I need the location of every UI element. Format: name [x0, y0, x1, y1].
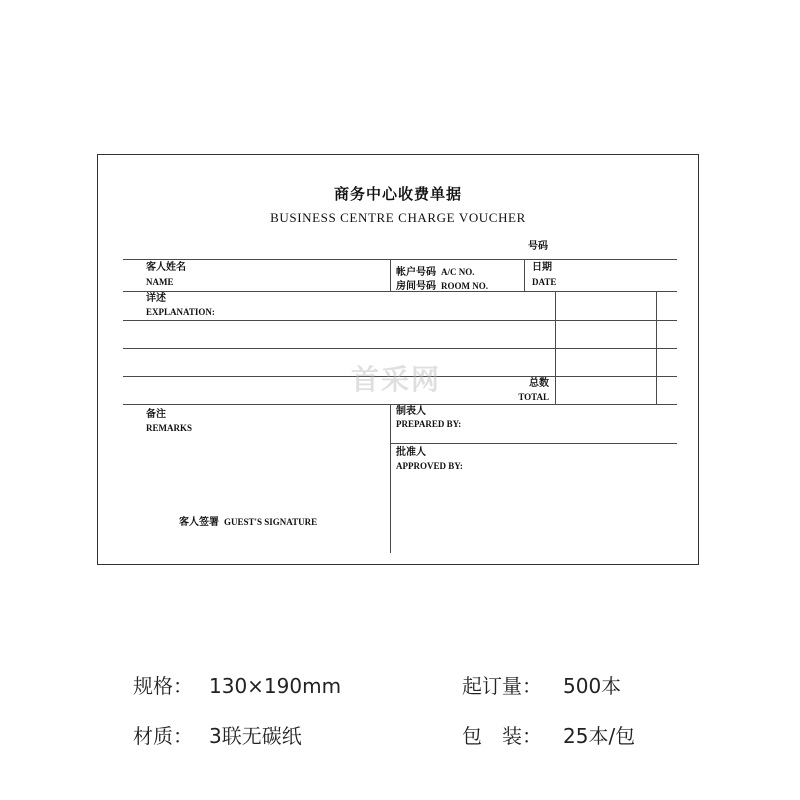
- approved-by-label-en: APPROVED BY:: [396, 461, 463, 471]
- explanation-label-cn: 详述: [146, 293, 166, 304]
- form-divider-amount-left: [555, 291, 556, 404]
- room-number-label: [396, 277, 488, 293]
- spec-size-label: 规格：: [133, 674, 193, 698]
- account-number-label-cn: 帐户号码: [396, 267, 436, 278]
- voucher-title-en: BUSINESS CENTRE CHARGE VOUCHER: [270, 210, 526, 225]
- guest-name-label-en: NAME: [146, 277, 174, 287]
- form-rule-explanation-2: [123, 348, 677, 349]
- form-rule-prepared-bottom: [390, 443, 677, 444]
- total-label-cn: 总数: [529, 378, 549, 389]
- watermark: 首采网: [351, 363, 442, 396]
- voucher-title-cn: 商务中心收费单据: [333, 187, 462, 203]
- guest-signature-label-en: GUEST'S SIGNATURE: [224, 517, 318, 527]
- room-number-label-cn: 房间号码: [396, 281, 436, 292]
- form-divider-account-date: [524, 259, 525, 291]
- form-rule-explanation-1: [123, 320, 677, 321]
- prepared-by-label-cn: 制表人: [396, 406, 426, 417]
- explanation-label-en: EXPLANATION:: [146, 307, 215, 317]
- guest-name-label-cn: 客人姓名: [146, 262, 186, 273]
- spec-size-value: 130×190mm: [209, 674, 342, 698]
- form-rule-total-bottom: [123, 404, 677, 405]
- form-divider-remarks: [390, 404, 391, 553]
- guest-signature-label-cn: 客人签署: [179, 517, 219, 528]
- charge-voucher-form: [97, 154, 699, 565]
- room-number-label-en: ROOM NO.: [441, 281, 488, 291]
- remarks-label-cn: 备注: [146, 409, 166, 420]
- account-number-label-en: A/C NO.: [441, 267, 475, 277]
- guest-signature-label: [179, 513, 317, 529]
- spec-material-label: 材质：: [133, 724, 193, 748]
- total-label-en: TOTAL: [518, 392, 549, 402]
- approved-by-label-cn: 批准人: [396, 447, 426, 458]
- date-label-cn: 日期: [532, 262, 552, 273]
- spec-packaging-label: 包 装：: [462, 724, 542, 748]
- spec-packaging-value: 25本/包: [563, 724, 636, 748]
- form-divider-name-account: [390, 259, 391, 291]
- voucher-number-label: 号码: [528, 241, 548, 252]
- remarks-label-en: REMARKS: [146, 423, 193, 433]
- spec-min-order-label: 起订量：: [462, 674, 542, 698]
- date-label-en: DATE: [532, 277, 557, 287]
- prepared-by-label-en: PREPARED BY:: [396, 419, 462, 429]
- spec-min-order-value: 500本: [563, 674, 622, 698]
- form-divider-amount-right: [656, 291, 657, 404]
- spec-material-value: 3联无碳纸: [209, 724, 302, 748]
- form-rule-header-top: [123, 259, 677, 260]
